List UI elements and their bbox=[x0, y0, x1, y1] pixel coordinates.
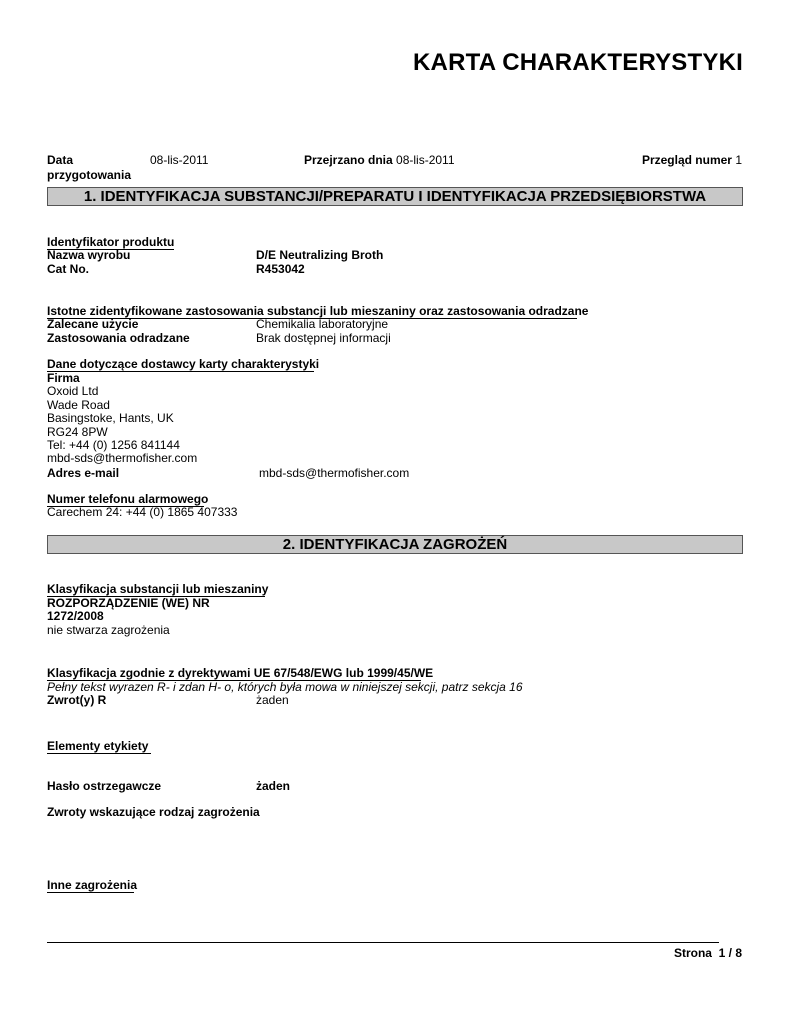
address-line: RG24 8PW bbox=[47, 425, 108, 439]
section-1-heading: 1. IDENTYFIKACJA SUBSTANCJI/PREPARATU I IDENTYFIKACJA PRZEDSIĘBIORSTWA bbox=[47, 187, 743, 206]
other-hazards-underline bbox=[47, 892, 134, 893]
address-line: Wade Road bbox=[47, 398, 110, 412]
emergency-phone-value: Carechem 24: +44 (0) 1865 407333 bbox=[47, 505, 238, 519]
r-phrases-value: żaden bbox=[256, 693, 289, 707]
regulation-line-2: 1272/2008 bbox=[47, 609, 104, 623]
supplier-heading: Dane dotyczące dostawcy karty charakterystyki bbox=[47, 357, 320, 371]
directive-note: Pełny tekst wyrazen R- i zdan H- o, których była mowa w niniejszej sekcji, patrz sekcja 16 bbox=[47, 680, 523, 694]
reviewed-date bbox=[304, 153, 455, 167]
footer-divider bbox=[47, 942, 719, 943]
hazard-statements-label: Zwroty wskazujące rodzaj zagrożenia bbox=[47, 805, 260, 819]
r-phrases-label: Zwrot(y) R bbox=[47, 693, 107, 707]
reviewed-value: 08-lis-2011 bbox=[396, 153, 455, 167]
label-elements-heading: Elementy etykiety bbox=[47, 739, 149, 753]
revision-value: 1 bbox=[735, 153, 742, 167]
uses-advised-against-label: Zastosowania odradzane bbox=[47, 331, 190, 345]
revision-number bbox=[642, 153, 742, 167]
page-label: Strona bbox=[673, 946, 712, 960]
uses-heading: Istotne zidentyfikowane zastosowania substancji lub mieszaniny oraz zastosowania odradzane bbox=[47, 304, 589, 318]
signal-word-value: żaden bbox=[256, 779, 291, 793]
regulation-value: nie stwarza zagrożenia bbox=[47, 623, 170, 637]
cat-no-label: Cat No. bbox=[47, 262, 89, 276]
other-hazards-heading: Inne zagrożenia bbox=[47, 878, 138, 892]
classification-heading: Klasyfikacja substancji lub mieszaniny bbox=[47, 582, 269, 596]
address-line: Tel: +44 (0) 1256 841144 bbox=[47, 438, 180, 452]
address-line: Basingstoke, Hants, UK bbox=[47, 411, 174, 425]
section-2-heading: 2. IDENTYFIKACJA ZAGROŻEŃ bbox=[47, 535, 743, 554]
product-name-label: Nazwa wyrobu bbox=[47, 248, 131, 262]
preparation-date-value: 08-lis-2011 bbox=[150, 153, 209, 167]
address-line: mbd-sds@thermofisher.com bbox=[47, 451, 198, 465]
uses-advised-against-value: Brak dostępnej informacji bbox=[256, 331, 391, 345]
company-label: Firma bbox=[47, 371, 80, 385]
label-elements-underline bbox=[47, 753, 151, 754]
revision-label: Przegląd numer bbox=[641, 153, 732, 167]
recommended-use-value: Chemikalia laboratoryjne bbox=[256, 317, 389, 331]
reviewed-label: Przejrzano dnia bbox=[304, 153, 393, 167]
signal-word-label: Hasło ostrzegawcze bbox=[47, 779, 162, 793]
emergency-phone-label: Numer telefonu alarmowego bbox=[47, 492, 209, 506]
email-label: Adres e-mail bbox=[47, 466, 120, 480]
email-value: mbd-sds@thermofisher.com bbox=[259, 466, 410, 480]
product-id-heading: Identyfikator produktu bbox=[47, 235, 175, 249]
preparation-date-label-1: Data bbox=[47, 153, 74, 167]
document-title: KARTA CHARAKTERYSTYKI bbox=[413, 49, 743, 76]
preparation-date-label-2: przygotowania bbox=[47, 168, 132, 182]
cat-no-value: R453042 bbox=[256, 262, 305, 276]
supplier-underline bbox=[47, 371, 314, 372]
address-line: Oxoid Ltd bbox=[47, 384, 99, 398]
product-name-value: D/E Neutralizing Broth bbox=[256, 248, 384, 262]
page-value: 1 / 8 bbox=[718, 946, 742, 960]
page-number bbox=[674, 946, 742, 960]
directive-heading: Klasyfikacja zgodnie z dyrektywami UE 67/548/EWG lub 1999/45/WE bbox=[47, 666, 434, 680]
regulation-line-1: ROZPORZĄDZENIE (WE) NR bbox=[47, 596, 210, 610]
recommended-use-label: Zalecane użycie bbox=[47, 317, 139, 331]
